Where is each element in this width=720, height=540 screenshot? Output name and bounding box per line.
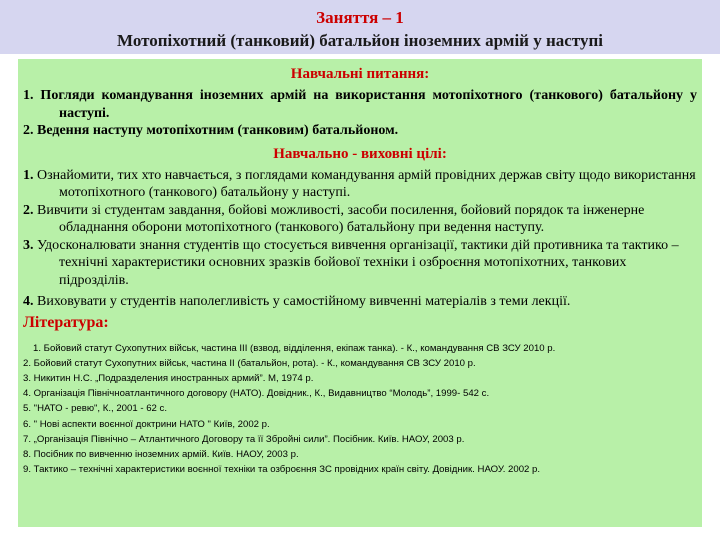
literature-heading: Література:: [23, 313, 109, 331]
goal-item: [23, 202, 697, 237]
literature-list: [23, 341, 697, 478]
literature-item: 4. Організація Північноатлантичного договору (НАТО). Довідник., К., Видавництво “Молодь”, 1999- 542 с.: [23, 388, 490, 400]
literature-item: 5. "НАТО - ревю", К., 2001 - 62 с.: [23, 403, 168, 415]
literature-item: 1. Бойовий статут Сухопутних військ, частина ІІІ (взвод, відділення, екіпаж танка). - К., командування СВ ЗСУ 2010 р.: [33, 342, 556, 354]
study-questions-heading: Навчальні питання:: [290, 66, 430, 82]
content-panel: [18, 59, 702, 527]
lesson-title: Заняття – 1: [316, 8, 404, 27]
literature-item: 7. „Організація Північно – Атлантичного Договору та її Збройні сили”. Посібник. Київ. НАОУ, 2003 р.: [23, 433, 465, 445]
goal-item: [23, 237, 697, 290]
slide-header: [0, 0, 720, 54]
content-body: [23, 65, 697, 477]
goal-text: Удосконалювати знання студентів що стосується вивчення організації, тактики дій противника та тактико – технічні характеристики основних зразків бойової техніки і озброєння мотопіхотних, танкових підрозділів.: [33, 237, 679, 288]
goal-number: 1.: [23, 167, 34, 183]
goal-text: Вивчити зі студентам завдання, бойові можливості, засоби посилення, бойовий порядок та інженерне обладнання оборони мотопіхотного (танкового) батальйону при ведення наступу.: [33, 202, 645, 235]
goal-text: Ознайомити, тих хто навчається, з поглядами командування армій провідних держав світу щодо використання мотопіхотного (танкового) батальйону у наступі.: [33, 167, 696, 200]
goal-number: 4.: [23, 294, 34, 309]
literature-item: 6. " Нові аспекти воєнної доктрини НАТО " Київ, 2002 р.: [23, 418, 270, 430]
goal-item: [23, 293, 697, 311]
literature-item: 3. Никитин Н.С. „Подразделения иностранных армий”. М, 1974 р.: [23, 372, 314, 384]
literature-item: 8. Посібник по вивченню іноземних армій. Київ. НАОУ, 2003 р.: [23, 448, 299, 460]
goals-heading: Навчально - виховні цілі:: [273, 145, 447, 162]
lesson-subtitle: Мотопіхотний (танковий) батальйон іноземних армій у наступі: [117, 31, 603, 50]
study-question-item: 1. Погляди командування іноземних армій на використання мотопіхотного (танкового) батальйону у наступі.: [23, 88, 697, 121]
goal-text: Виховувати у студентів наполегливість у самостійному вивченні матеріалів з теми лекції.: [33, 294, 571, 309]
goal-number: 2.: [23, 202, 34, 218]
goal-number: 3.: [23, 237, 34, 253]
goal-item: [23, 167, 697, 202]
study-question-item: 2. Ведення наступу мотопіхотним (танковим) батальйоном.: [23, 123, 399, 138]
literature-item: 9. Тактико – технічні характеристики воєнної техніки та озброєння ЗС провідних країн світу. Довідник. НАОУ. 2002 р.: [23, 464, 541, 476]
literature-item: 2. Бойовий статут Сухопутних військ, частина ІІ (батальйон, рота). - К., командування СВ ЗСУ 2010 р.: [23, 357, 476, 369]
